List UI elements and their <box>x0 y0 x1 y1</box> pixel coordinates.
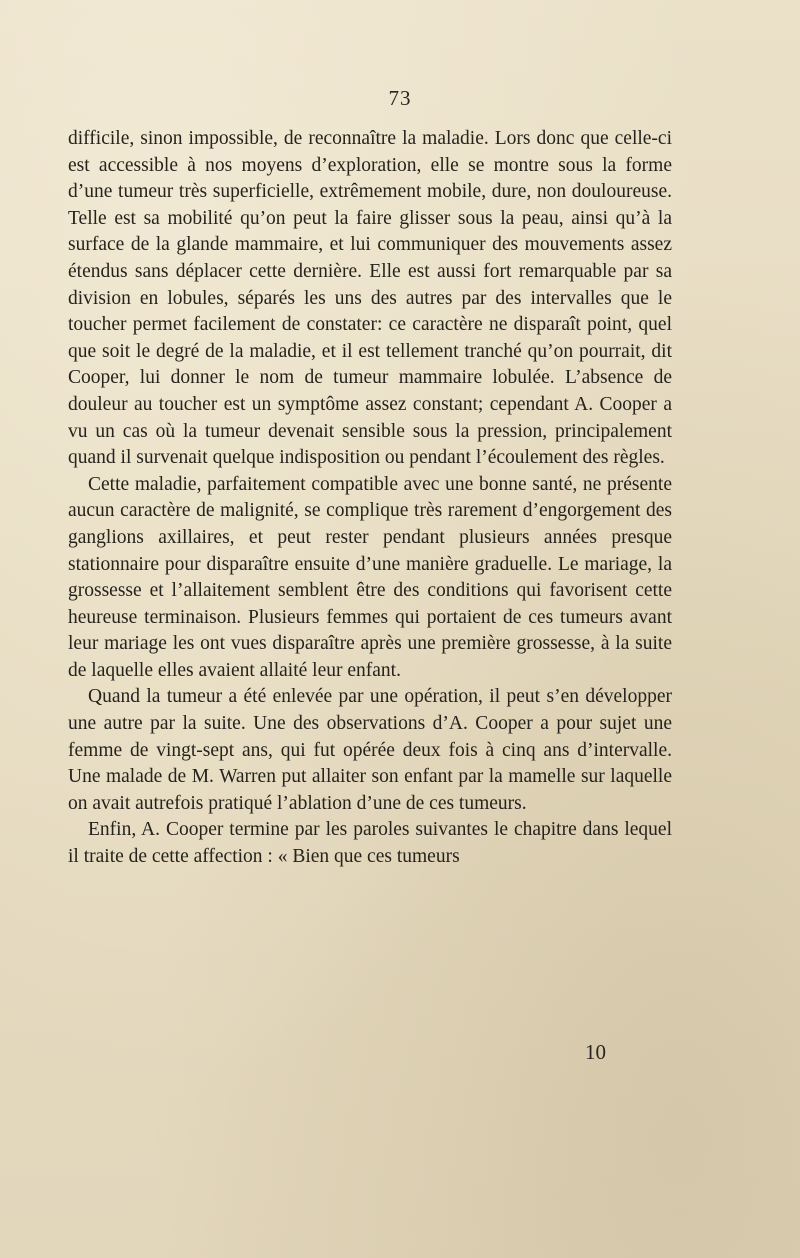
page-number: 73 <box>388 86 412 110</box>
paragraph-4: Enfin, A. Cooper termine par les paroles suivantes le chapitre dans lequel il traite de cette affection : « Bien que ces tumeurs <box>68 819 672 868</box>
paragraph-1: difficile, sinon impossible, de reconnaître la maladie. Lors donc que celle-ci est accessible à nos moyens d’exploration, elle se montre sous la forme d’une tumeur très superficielle, extrêmement mobile, dure, non douloureuse. Telle est sa mobilité qu’on peut la faire glisser sous la peau, ainsi qu’à la surface de la glande mammaire, et lui communiquer des mouvements assez étendus sans déplacer cette dernière. Elle est aussi fort remarquable par sa division en lobules, séparés les uns des autres par des intervalles que le toucher permet facilement de constater: ce caractère ne disparaît point, quel que soit le degré de la maladie, et il est tellement tranché qu’on pourrait, dit Cooper, lui donner le nom de tumeur mammaire lobulée. L’absence de douleur au toucher est un symptôme assez constant; cependant A. Cooper a vu un cas où la tumeur devenait sensible sous la pression, principalement quand il survenait quelque indisposition ou pendant l’écoulement des règles. <box>68 128 672 469</box>
paragraph-2: Cette maladie, parfaitement compatible avec une bonne santé, ne présente aucun caractère de malignité, se complique très rarement d’engorgement des ganglions axillaires, et peut rester pendant plusieurs années presque stationnaire pour disparaître ensuite d’une manière graduelle. Le mariage, la grossesse et l’allaitement semblent être des conditions qui favorisent cette heureuse terminaison. Plusieurs femmes qui portaient de ces tumeurs avant leur mariage les ont vues disparaître après une première grossesse, à la suite de laquelle elles avaient allaité leur enfant. <box>68 473 672 681</box>
paragraph-3: Quand la tumeur a été enlevée par une opération, il peut s’en développer une autre par la suite. Une des observations d’A. Cooper a pour sujet une femme de vingt-sept ans, qui fut opérée deux fois à cinq ans d’intervalle. Une malade de M. Warren put allaiter son enfant par la mamelle sur laquelle on avait autrefois pratiqué l’ablation d’une de ces tumeurs. <box>68 686 672 814</box>
signature-mark: 10 <box>585 1040 606 1064</box>
body-text <box>68 126 672 871</box>
